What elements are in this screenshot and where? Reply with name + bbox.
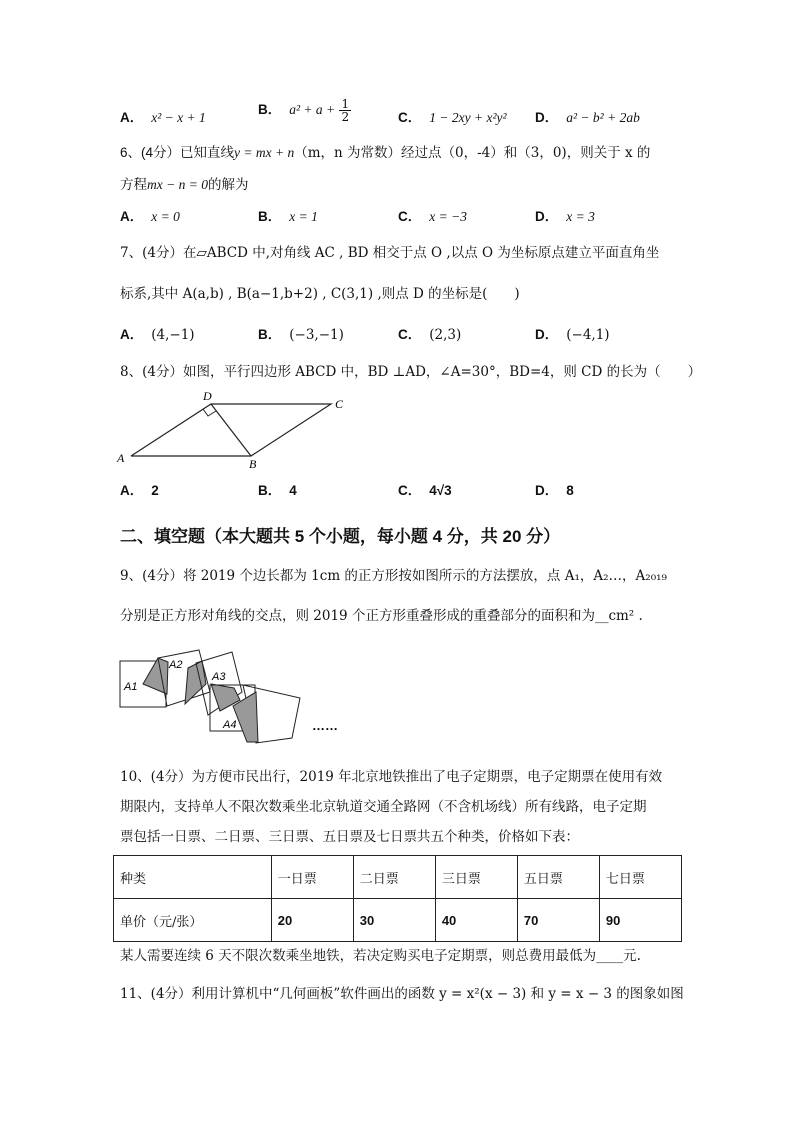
q9-line2: 分别是正方形对角线的交点，则 2019 个正方形重叠形成的重叠部分的面积和为__cm² . (120, 608, 643, 624)
overlap-2 (185, 661, 206, 704)
table-cell: 五日票 (517, 856, 599, 899)
continuation-dots: …… (312, 718, 338, 733)
section-title: 二、填空题（本大题共 5 个小题，每小题 4 分，共 20 分） (120, 527, 561, 546)
label-a4: A4 (223, 719, 237, 731)
q8-option-c: C． 4√3 (398, 483, 452, 498)
q7-option-c: C． (2,3) (398, 327, 462, 343)
table-cell: 40 (435, 899, 517, 942)
q8-text: 8、(4分）如图，平行四边形 ABCD 中，BD ⊥AD，∠A=30°，BD=4，则 CD 的长为（ ） (120, 364, 702, 380)
diagonal-bd (211, 404, 251, 456)
q8-option-d: D． 8 (535, 483, 574, 498)
q10-line2: 期限内，支持单人不限次数乘坐北京轨道交通全路网（不含机场线）所有线路，电子定期 (120, 799, 647, 815)
q9-squares-figure (112, 648, 352, 752)
q10-line1: 10、(4分）为方便市民出行，2019 年北京地铁推出了电子定期票，电子定期票在使用有效 (120, 769, 663, 785)
q8-parallelogram-figure (115, 388, 355, 470)
q5-option-b: B． a² + a + $\frac{1}{2}$ (258, 97, 350, 124)
fraction-one-half: $\frac{1}{2}$ (341, 97, 350, 124)
q10-after: 某人需要连续 6 天不限次数乘坐地铁，若决定购买电子定期票，则总费用最低为____元. (120, 948, 641, 964)
q6-option-b: B． x = 1 (258, 209, 318, 224)
q5-option-d: D． a² − b² + 2ab (535, 110, 640, 125)
table-cell: 种类 (114, 856, 272, 899)
q6-line1: 6、(4分）已知直线y = mx + n（m，n 为常数）经过点（0，-4）和（3，0)，则关于 x 的 (120, 145, 651, 161)
table-cell: 70 (517, 899, 599, 942)
label-b: B (249, 457, 257, 470)
q6-option-a: A． x = 0 (120, 209, 180, 224)
ticket-price-table (113, 855, 682, 942)
label-a1: A1 (124, 681, 138, 693)
q9-line1: 9、(4分）将 2019 个边长都为 1cm 的正方形按如图所示的方法摆放，点 A₁，A₂…，A₂₀₁₉ (120, 568, 667, 584)
q7-option-a: A． (4,−1) (120, 327, 195, 343)
q7-option-b: B． (−3,−1) (258, 327, 344, 343)
table-row (114, 899, 682, 942)
label-a: A (117, 451, 125, 465)
q5-option-c: C． 1 − 2xy + x²y² (398, 110, 507, 125)
q6-option-d: D． x = 3 (535, 209, 595, 224)
label-c: C (335, 397, 344, 411)
q5-option-a: A． x² − x + 1 (120, 110, 206, 125)
q8-option-b: B． 4 (258, 483, 297, 498)
table-cell: 三日票 (435, 856, 517, 899)
table-cell: 90 (599, 899, 681, 942)
q6-line2: 方程mx − n = 0的解为 (120, 177, 249, 193)
table-cell: 七日票 (599, 856, 681, 899)
label-d: D (203, 389, 212, 403)
q7-line1: 7、(4分）在▱ABCD 中,对角线 AC , BD 相交于点 O ,以点 O 为坐标原点建立平面直角坐 (120, 245, 660, 261)
label-a2: A2 (169, 659, 183, 671)
table-cell: 20 (271, 899, 353, 942)
q7-line2: 标系,其中 A(a,b) , B(a−1,b+2) , C(3,1) ,则点 D 的坐标是( ) (120, 286, 520, 302)
table-cell: 单价（元/张） (114, 899, 272, 942)
q10-line3: 票包括一日票、二日票、三日票、五日票及七日票共五个种类，价格如下表： (120, 829, 579, 845)
table-row (114, 856, 682, 899)
q6-option-c: C． x = −3 (398, 209, 467, 224)
table-cell: 二日票 (353, 856, 435, 899)
right-angle-mark (203, 409, 216, 416)
q11-line1: 11、(4分）利用计算机中“几何画板”软件画出的函数 y = x²(x − 3) 和 y = x − 3 的图象如图 (120, 986, 684, 1002)
label-a3: A3 (212, 671, 226, 683)
table-cell: 一日票 (271, 856, 353, 899)
q7-option-d: D． (−4,1) (535, 327, 610, 343)
table-cell: 30 (353, 899, 435, 942)
q8-option-a: A． 2 (120, 483, 159, 498)
